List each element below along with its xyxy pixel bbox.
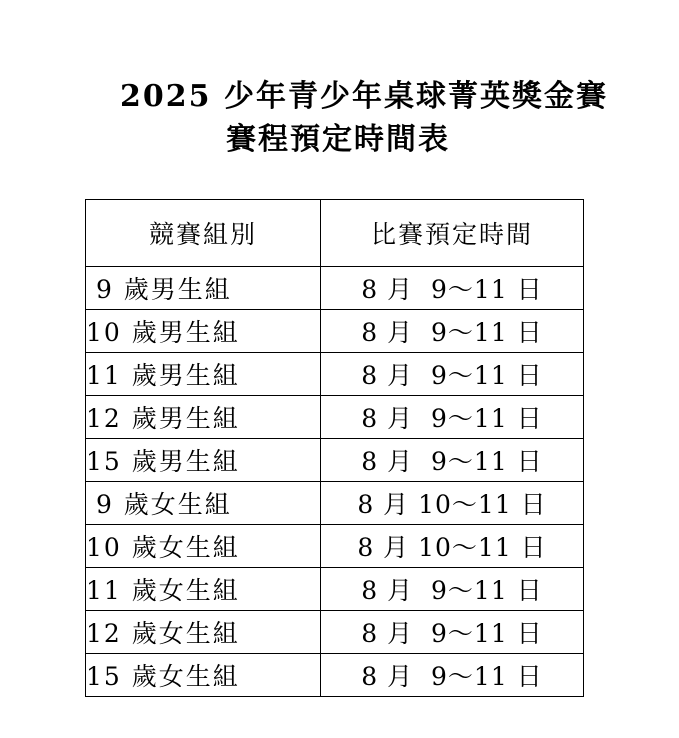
group-cell: 11 歲女生組 xyxy=(86,568,321,611)
group-cell: 9 歲女生組 xyxy=(86,482,321,525)
group-cell: 12 歲男生組 xyxy=(86,396,321,439)
dates-cell: 8 月 9～11 日 xyxy=(321,267,584,310)
table-row xyxy=(86,439,584,482)
table-header-row xyxy=(86,200,584,267)
group-cell: 10 歲女生組 xyxy=(86,525,321,568)
header-time: 比賽預定時間 xyxy=(321,200,584,267)
group-cell: 11 歲男生組 xyxy=(86,353,321,396)
dates-cell: 8 月 9～11 日 xyxy=(321,353,584,396)
group-cell: 10 歲男生組 xyxy=(86,310,321,353)
dates-cell: 8 月 9～11 日 xyxy=(321,310,584,353)
dates-cell: 8 月 9～11 日 xyxy=(321,439,584,482)
table-row xyxy=(86,353,584,396)
group-cell: 15 歲男生組 xyxy=(86,439,321,482)
table-row xyxy=(86,267,584,310)
table-row xyxy=(86,525,584,568)
document-subtitle: 賽程預定時間表 xyxy=(226,122,450,157)
header-group: 競賽組別 xyxy=(86,200,321,267)
table-row xyxy=(86,654,584,697)
table-row xyxy=(86,396,584,439)
dates-cell: 8 月 9～11 日 xyxy=(321,396,584,439)
group-cell: 15 歲女生組 xyxy=(86,654,321,697)
dates-cell: 8 月 10～11 日 xyxy=(321,482,584,525)
group-cell: 9 歲男生組 xyxy=(86,267,321,310)
group-cell: 12 歲女生組 xyxy=(86,611,321,654)
dates-cell: 8 月 9～11 日 xyxy=(321,654,584,697)
dates-cell: 8 月 10～11 日 xyxy=(321,525,584,568)
document-title: 2025 少年青少年桌球菁英獎金賽 xyxy=(120,79,608,114)
schedule-table xyxy=(85,199,584,697)
dates-cell: 8 月 9～11 日 xyxy=(321,611,584,654)
dates-cell: 8 月 9～11 日 xyxy=(321,568,584,611)
table-row xyxy=(86,482,584,525)
table-row xyxy=(86,568,584,611)
table-row xyxy=(86,611,584,654)
table-row xyxy=(86,310,584,353)
